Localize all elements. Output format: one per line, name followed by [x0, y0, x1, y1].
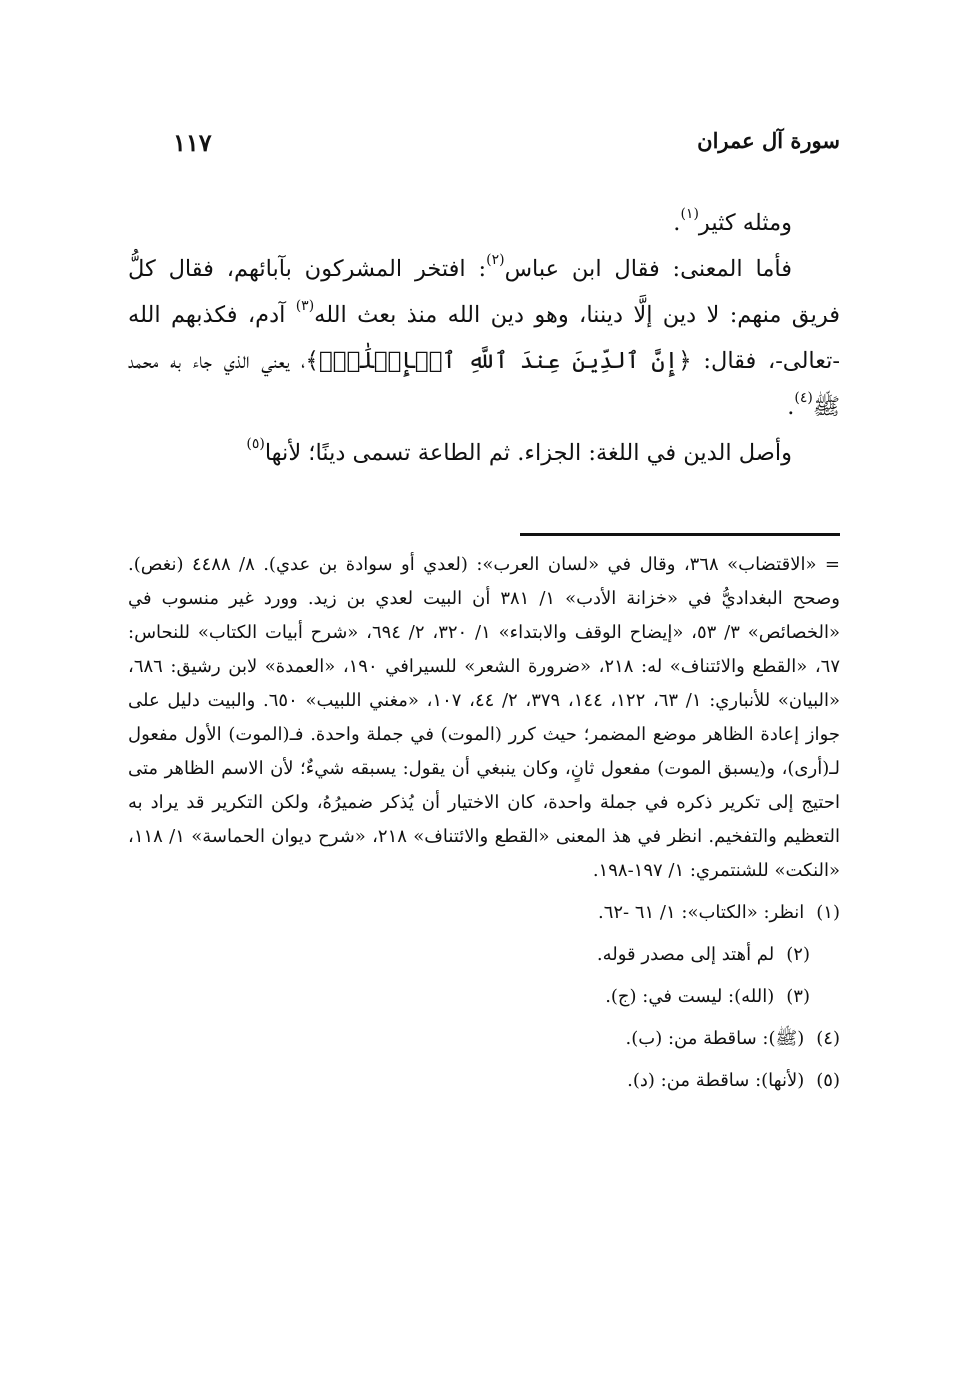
- text: وأصل الدين في اللغة: الجزاء. ثم الطاعة تسمى دينًا؛ لأنها: [264, 440, 792, 466]
- footnote-text: (الله): ليست في: (ج).: [605, 986, 775, 1007]
- footnote-number: (٥): [816, 1070, 840, 1091]
- footnote-text: (لأنها): ساقطة من: (د).: [627, 1070, 805, 1091]
- footnote-text: (ﷺ): ساقطة من: (ب).: [625, 1028, 805, 1049]
- page-number: ١١٧: [173, 128, 212, 157]
- footnote-number: (١): [816, 902, 840, 923]
- footnote-number: (٤): [816, 1028, 840, 1049]
- footnote-4: [128, 1018, 840, 1060]
- footnote-2: [128, 934, 840, 976]
- footnote-ref-2[interactable]: (٢): [486, 251, 505, 268]
- footnote-separator: [520, 533, 840, 536]
- page-header: [128, 128, 840, 168]
- footnote-number: (٣): [786, 986, 810, 1007]
- footnotes: [128, 548, 840, 1102]
- text: : افتخر المشركون بآبائهم، فقال كلُّ فريق منهم: لا دين إلَّا ديننا، وهو دين الله منذ بعث الله: [128, 256, 841, 328]
- text: ، يعني الذي جاء به محمد ﷺ: [128, 348, 840, 420]
- text: فأما المعنى: فقال ابن عباس: [504, 256, 792, 282]
- text: آدم، فكذبهم الله -تعالى-، فقال:: [128, 302, 840, 374]
- footnote-text: لم أهتد إلى مصدر قوله.: [596, 944, 775, 965]
- text: .: [673, 210, 681, 236]
- footnote-ref-1[interactable]: (١): [680, 205, 699, 222]
- footnote-ref-5[interactable]: (٥): [246, 435, 265, 452]
- text: .: [787, 394, 795, 420]
- main-text: [128, 200, 840, 476]
- footnote-ref-3[interactable]: (٣): [295, 297, 315, 314]
- footnote-3: [128, 976, 840, 1018]
- text: ومثله كثير: [698, 210, 792, 236]
- footnote-text: انظر: «الكتاب»: ١/ ٦١ -٦٢.: [597, 902, 805, 923]
- paragraph-3: [128, 430, 840, 476]
- paragraph-2: [128, 246, 840, 430]
- footnote-1: [128, 892, 840, 934]
- footnote-list: [128, 892, 840, 1102]
- surah-title: سورة آل عمران: [697, 128, 840, 153]
- quran-verse: ﴿إِنَّ ٱلدِّينَ عِندَ ٱللَّهِ ٱلۡإِسۡلَٰمُۗ﴾: [305, 348, 692, 374]
- footnote-number: (٢): [786, 944, 810, 965]
- paragraph-1: [128, 200, 840, 246]
- footnote-continuation: = «الاقتضاب» ٣٦٨، وقال في «لسان العرب»: (لعدي أو سوادة بن عدي). ٨/ ٤٤٨٨ (نغص). وصحح البغداديُّ في «خزانة الأدب» ١/ ٣٨١ أن البيت لعدي بن زيد. وورد غير منسوب في «الخصائص» ٣/ ٥٣، «إيضاح الوقف والابتداء» ١/ ٣٢٠، ٢/ ٦٩٤، «شرح أبيات الكتاب» للنحاس: ٦٧، «القطع والائتناف» له: ٢١٨، «ضرورة الشعر» للسيرافي ١٩٠، «العمدة» لابن رشيق: ٦٨٦، «البيان» للأنباري: ١/ ٦٣، ١٢٢، ١٤٤، ٣٧٩، ٢/ ٤٤، ١٠٧، «مغني اللبيب» ٦٥٠. والبيت دليل على جواز إعادة الظاهر موضع المضمر؛ حيث كرر (الموت) في جملة واحدة. فـ(الموت) الأول مفعول لـ(أرى)، و(يسبق الموت) مفعول ثانٍ، وكان ينبغي أن يقول: يسبقه شيءٌ؛ لأن الاسم الظاهر متى احتيج إلى تكرير ذكره في جملة واحدة، كان الاختيار أن يُذكر ضميرُهُ، ولكن التكرير قد يراد به التعظيم والتفخيم. انظر في هذ المعنى «القطع والائتناف» ٢١٨، «شرح ديوان الحماسة» ١/ ١١٨، «النكت» للشنتمري: ١/ ١٩٧-١٩٨.: [128, 554, 841, 881]
- footnote-5: [128, 1060, 840, 1102]
- footnote-ref-4[interactable]: (٤): [794, 389, 813, 406]
